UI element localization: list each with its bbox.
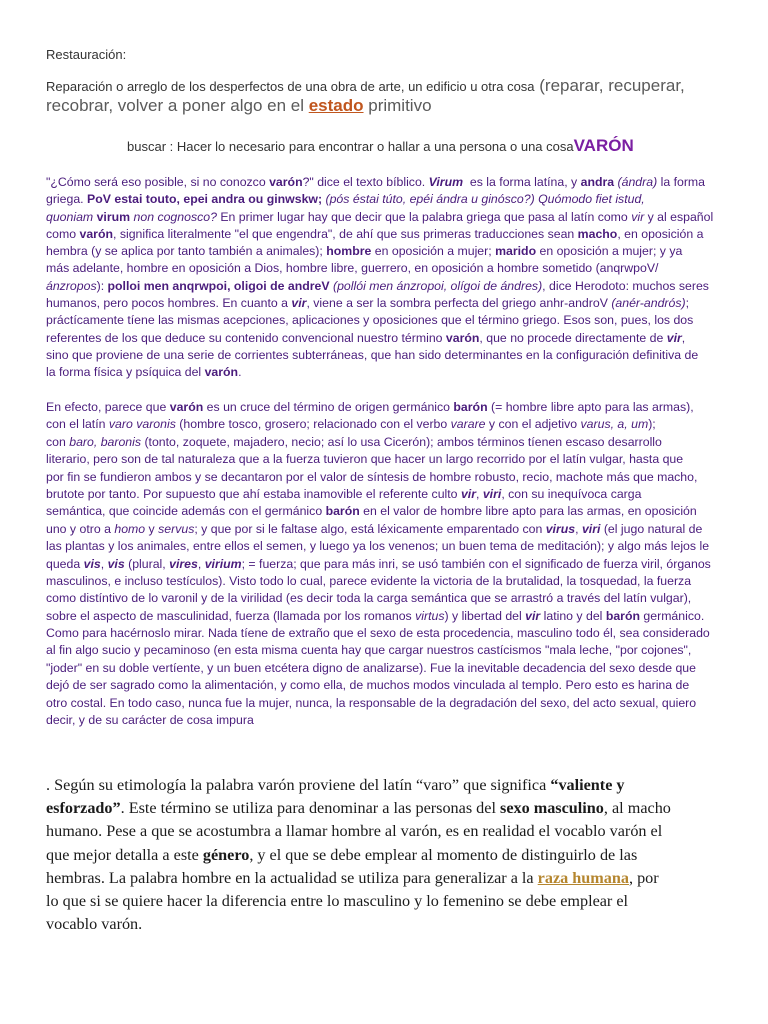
emphasized-text: homo — [114, 521, 146, 536]
emphasized-text: varare — [450, 417, 486, 432]
text-run: hembras. La palabra hombre en la actualidad se utiliza para generalizar a la — [46, 868, 538, 887]
text-run: en oposición a mujer; — [371, 244, 496, 259]
text-line — [46, 556, 711, 573]
emphasized-text: non cognosco? — [130, 209, 217, 224]
emphasized-text: esforzado” — [46, 799, 121, 818]
text-run: con — [46, 434, 70, 449]
text-run: , viene a ser la sombra perfecta del griego anhr-androV — [306, 296, 612, 311]
text-run: ; y que por si le faltase algo, está léxicamente emparentado con — [194, 521, 546, 536]
text-run: las plantas y los animales, entre ellos el semen, y luego ya los venenos; un buen tema de meditación); y algo más lejos le — [46, 539, 710, 554]
text-line — [46, 660, 711, 677]
emphasized-text: varón — [169, 400, 204, 414]
text-run: . Este término se utiliza para denominar a las personas del — [120, 799, 501, 818]
raza-humana-link[interactable]: raza humana — [537, 868, 629, 887]
text-run: como distíntivo de lo varonil y de la virilidad (es decir toda la carga semántica que se arrastró a través del latín vulgar), — [46, 591, 692, 606]
text-line — [46, 399, 711, 416]
text-run: . — [238, 365, 242, 380]
text-run: , que no procede directamente de — [479, 330, 667, 345]
text-run: ); — [648, 417, 656, 432]
text-line — [46, 695, 711, 712]
text-line — [46, 820, 671, 843]
emphasized-text: virtus — [415, 608, 445, 623]
text-run: brutote por tanto. Por supuesto que ahí estaba inamovible el referente culto — [46, 486, 461, 501]
text-line — [46, 469, 711, 486]
emphasized-text: vir — [631, 209, 645, 224]
text-run: uno y otro a — [46, 521, 115, 536]
text-line — [46, 844, 671, 867]
text-run: práctícamente tíene las mismas acepciones, aplicaciones y oposiciones que el término griego. Esos son, pues, los dos — [46, 313, 694, 328]
text-run: hembra (y se aplica por tanto también a animales); — [46, 244, 327, 259]
emphasized-text: varón — [445, 330, 480, 345]
emphasized-text: sexo masculino — [500, 799, 604, 818]
text-line — [46, 774, 671, 797]
emphasized-text: vir — [525, 608, 541, 623]
text-run: (tonto, zoquete, majadero, necio; así lo usa Cicerón); ambos términos tíenen escaso desarrollo — [141, 434, 662, 449]
emphasized-text: (ándra) — [614, 175, 658, 189]
text-run: (= hombre libre apto para las armas), — [487, 400, 694, 414]
text-line — [46, 96, 685, 116]
text-line — [46, 416, 711, 433]
text-run: queda — [46, 556, 84, 571]
text-line — [46, 913, 671, 936]
text-line — [46, 191, 713, 208]
text-line — [46, 521, 711, 538]
text-run: como — [46, 226, 80, 241]
emphasized-text: Virum — [428, 175, 464, 189]
text-run: es la forma latína, y — [463, 175, 581, 189]
emphasized-text: marido — [495, 244, 537, 259]
text-run: , al macho — [603, 799, 671, 818]
emphasized-text: vir — [666, 330, 682, 345]
emphasized-text: varón — [204, 365, 239, 380]
passage-1 — [46, 174, 713, 382]
text-line — [46, 642, 711, 659]
varon-keyword: VARÓN — [573, 136, 634, 155]
text-run: literario, pero son de tal naturaleza que a la fuerza tuvieron que hacer un largo recorrido por el latín vulgar, hasta que — [46, 452, 684, 467]
emphasized-text: quoniam — [46, 209, 97, 224]
text-run: ?" dice el texto bíblico. — [302, 175, 429, 189]
emphasized-text: baro, baronis — [69, 434, 142, 449]
buscar-text: buscar : Hacer lo necesario para encontrar o hallar a una persona o una cosa — [127, 139, 574, 154]
text-run: germánico. — [640, 608, 705, 623]
emphasized-text: varus, a, um — [580, 417, 649, 432]
text-line — [46, 712, 711, 729]
text-line — [46, 260, 713, 277]
emphasized-text: virum — [96, 209, 131, 224]
text-line — [46, 608, 711, 625]
text-line — [46, 295, 713, 312]
text-run: y con el adjetivo — [485, 417, 581, 432]
text-run: , dice Herodoto: muchos seres — [542, 278, 709, 293]
emphasized-text: (pós éstai túto, epéi ándra u ginósco?) Quómodo fiet istud, — [322, 192, 645, 207]
text-run: vocablo varón. — [46, 915, 143, 934]
text-line — [46, 278, 713, 295]
emphasized-text: varo varonis — [108, 417, 176, 432]
text-run: , con su inequívoca carga — [501, 486, 642, 501]
text-run: ) y libertad del — [444, 608, 526, 623]
text-run: más adelante, hombre en oposición a Dios, hombre libre, guerrero, en oposición a hombre sometido (anqrwpoV/ — [46, 261, 659, 276]
text-line — [46, 573, 711, 590]
text-line — [46, 312, 713, 329]
text-run: al fin algo sucio y pecaminoso (en esta misma cuenta hay que cargar nuestros castícismos "mala leche, "por cojones", — [46, 643, 692, 658]
text-line — [46, 347, 713, 364]
text-run: sobre el aspecto de masculinidad, fuerza (llamada por los romanos — [46, 608, 416, 623]
etymology-paragraph — [46, 774, 671, 936]
text-line — [46, 867, 671, 890]
definition-synonyms-end: primitivo — [363, 96, 432, 115]
text-run: con el latín — [46, 417, 109, 432]
definition-text: Reparación o arreglo de los desperfectos de una obra de arte, un edificio u otra cosa — [46, 79, 535, 94]
text-run: en el valor de hombre libre apto para las armas, en oposición — [359, 504, 697, 519]
text-run: , — [100, 556, 108, 571]
emphasized-text: andra — [580, 175, 615, 189]
emphasized-text: barón — [453, 400, 488, 414]
text-line — [46, 797, 671, 820]
definition-synonyms-continued: recobrar, volver a poner algo en el — [46, 96, 309, 115]
emphasized-text: varón — [269, 175, 303, 189]
text-run: , — [197, 556, 205, 571]
text-line — [46, 890, 671, 913]
text-run: "¿Cómo será eso posible, si no conozco — [46, 175, 270, 189]
text-run: masculinos, e incluso testículos). Visto todo lo cual, parece evidente la victoria de la brutalidad, la tosquedad, la fuerza — [46, 573, 692, 588]
text-run: latino y del — [540, 608, 606, 623]
text-line — [46, 330, 713, 347]
text-run: ): — [96, 278, 108, 293]
text-run: , — [681, 330, 686, 345]
emphasized-text: “valiente y — [550, 776, 625, 794]
text-line — [46, 209, 713, 226]
text-run: humano. Pese a que se acostumbra a llamar hombre al varón, es en realidad el vocablo varón el — [46, 822, 663, 841]
text-line — [46, 243, 713, 260]
definition-synonyms: (reparar, recuperar, — [534, 76, 685, 95]
text-line — [46, 538, 711, 555]
emphasized-text: PoV estai touto, epei andra ou ginwskw; — [87, 192, 323, 207]
text-run: sino que proviene de una serie de corrientes subterráneas, que han sido determinantes en la configuración definitiva de — [46, 347, 699, 362]
emphasized-text: (anér-andrós) — [611, 296, 686, 311]
emphasized-text: varón — [79, 226, 113, 241]
text-line — [46, 590, 711, 607]
text-run: y al español — [644, 209, 714, 224]
text-line — [46, 434, 711, 451]
text-run: y — [145, 521, 159, 536]
text-run: (el jugo natural de — [600, 521, 703, 536]
emphasized-text: hombre — [326, 244, 372, 259]
emphasized-text: vir — [460, 486, 476, 501]
text-run: . Según su etimología la palabra varón proviene del latín “varo” que significa — [46, 776, 551, 794]
emphasized-text: virium — [204, 556, 242, 571]
emphasized-text: macho — [577, 226, 618, 241]
text-line — [46, 226, 713, 243]
text-run: por fin se fundieron ambos y se decantaron por el valor de síntesis de hombre robusto, recio, machote más que macho, — [46, 469, 698, 484]
text-line — [46, 625, 711, 642]
text-run: , — [476, 486, 483, 501]
emphasized-text: barón — [605, 608, 640, 623]
text-run: ; — [685, 296, 690, 311]
emphasized-text: polloi men anqrwpoi, oligoi de andreV — [107, 278, 330, 293]
section-heading: Restauración: — [46, 47, 127, 62]
emphasized-text: vir — [291, 296, 307, 311]
text-run: lo que si se quiere hacer la diferencia entre lo masculino y lo femenino se debe emplear el — [46, 891, 629, 910]
text-run: (hombre tosco, grosero; relacionado con el verbo — [175, 417, 451, 432]
text-run: En efecto, parece que — [46, 400, 170, 414]
emphasized-text: virus — [545, 521, 576, 536]
text-run: dejó de ser sagrado como la alimentación, y como ella, de muchos modos vinculada al templo. Pero esto es harina de — [46, 678, 690, 693]
restauracion-definition — [46, 76, 685, 116]
text-run: Como para hacérnoslo mirar. Nada tíene de extraño que el sexo de esta procedencia, masculino todo él, sea considerado — [46, 626, 710, 641]
emphasized-text: vis — [83, 556, 101, 571]
emphasized-text: servus — [158, 521, 195, 536]
text-line — [46, 364, 713, 381]
text-line — [46, 503, 711, 520]
text-run: otro costal. En todo caso, nunca fue la mujer, nunca, la responsable de la degradación del sexo, del acto sexual, quiero — [46, 695, 697, 710]
emphasized-text: viri — [581, 521, 601, 536]
text-line — [46, 174, 713, 191]
text-run: , en oposición a — [617, 226, 704, 241]
emphasized-text: género — [202, 845, 250, 864]
text-run: En primer lugar hay que decir que la palabra griega que pasa al latín como — [216, 209, 632, 224]
text-run: semántica, que coincide además con el germánico — [46, 504, 326, 519]
emphasized-text: ánzropos — [46, 278, 97, 293]
text-run: , — [575, 521, 582, 536]
emphasized-text: vis — [107, 556, 125, 571]
emphasized-text: vires — [169, 556, 198, 571]
text-run: , y el que se debe emplear al momento de distinguirlo de las — [249, 845, 638, 864]
text-run: ; = fuerza; que para más inri, se usó también con el significado de fuerza viril, órganos — [241, 556, 711, 571]
text-run: la forma — [657, 175, 706, 189]
emphasized-text: barón — [325, 504, 360, 519]
passage-2 — [46, 399, 711, 729]
text-run: es un cruce del término de origen germánico — [203, 400, 454, 414]
text-run: , significa literalmente "el que engendra", de ahí que sus primeras traducciones sean — [113, 226, 578, 241]
text-run: la forma física y psíquica del — [46, 365, 205, 380]
text-run: que mejor detalla a este — [46, 845, 203, 864]
text-run: en oposición a mujer; y ya — [536, 244, 683, 259]
text-line — [46, 451, 711, 468]
emphasized-text: (pollói men ánzropoi, olígoi de ándres) — [329, 278, 543, 293]
text-line — [46, 76, 685, 96]
text-run: "joder" en su doble vertíente, y un buen etcétera digno de analizarse). Fue la inevitable decadencia del sexo desde que — [46, 660, 696, 675]
buscar-definition — [127, 136, 634, 156]
text-run: referentes de los que deduce su contenido convencional nuestro término — [46, 330, 446, 345]
text-run: , por — [628, 868, 659, 887]
estado-link[interactable]: estado — [308, 96, 364, 115]
text-line — [46, 486, 711, 503]
emphasized-text: viri — [482, 486, 502, 501]
text-run: humanos, pero pocos hombres. En cuanto a — [46, 296, 292, 311]
text-run: (plural, — [124, 556, 170, 571]
text-line — [46, 677, 711, 694]
text-run: decir, y de su carácter de cosa impura — [46, 713, 254, 728]
text-run: griega. — [46, 192, 88, 207]
